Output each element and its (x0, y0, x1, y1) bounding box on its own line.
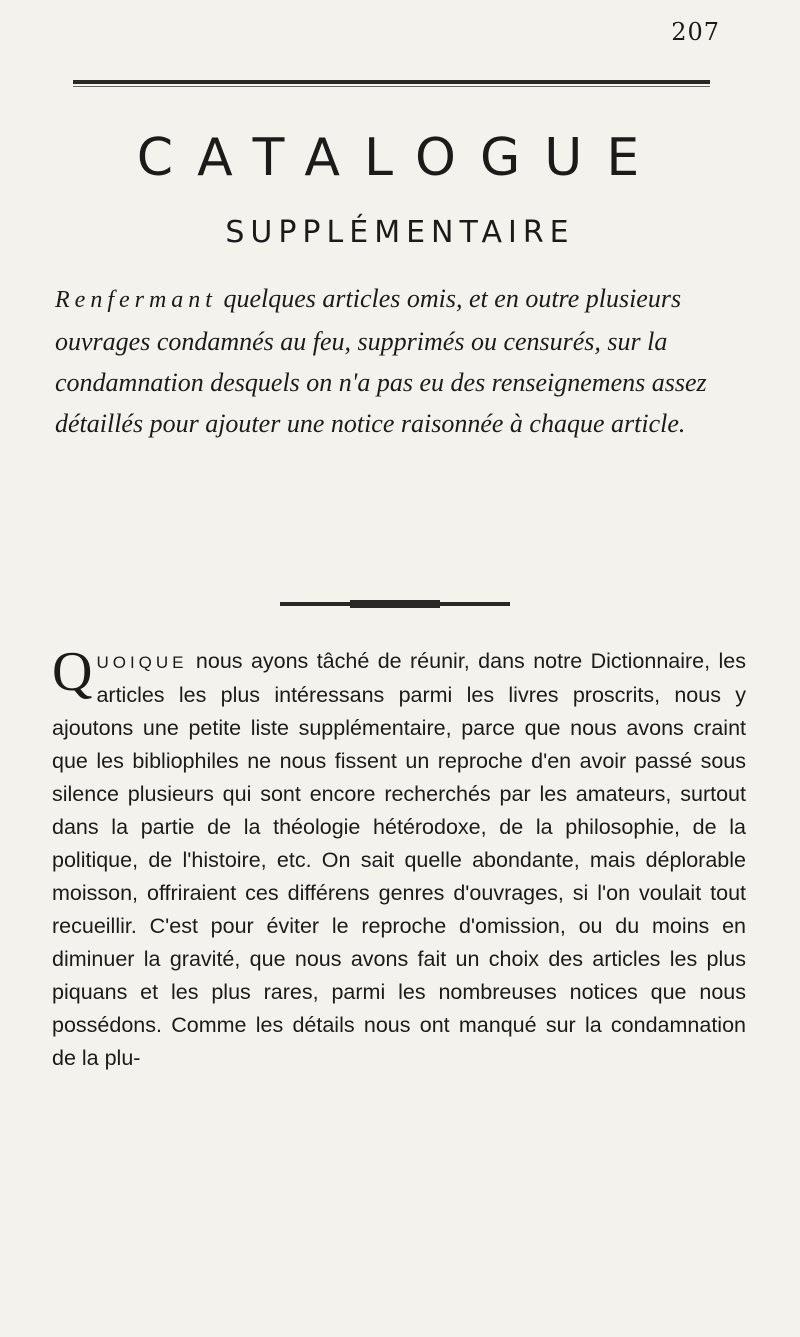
body-text: nous ayons tâché de réunir, dans notre Dictionnaire, les articles les plus intéressans parmi les livres proscrits, nous y ajoutons une petite liste supplémentaire, parce que nous avons craint que les bibliophiles ne nous fissent un reproche d'en avoir passé sous silence plusieurs qui sont encore recherchés par les amateurs, surtout dans la partie de la théologie hétérodoxe, de la philosophie, de la politique, de l'histoire, etc. On sait quelle abondante, mais déplorable moisson, offriraient ces différens genres d'ouvrages, si l'on voulait tout recueillir. C'est pour éviter le reproche d'omission, ou du moins en diminuer la gravité, que nous avons fait un choix des articles les plus piquans et les plus rares, parmi les nombreuses notices que nous possédons. Comme les détails nous ont manqué sur la condamnation de la plu- (52, 649, 746, 1070)
body-paragraph (52, 641, 746, 1075)
intro-text: quelques articles omis, et en outre plusieurs ouvrages condamnés au feu, supprimés ou censurés, sur la condamnation desquels on n'a pas eu des renseignemens assez détaillés pour ajouter une notice raisonnée à chaque article. (55, 284, 707, 438)
section-divider (280, 602, 510, 606)
page-number: 207 (671, 18, 720, 46)
header-rule-thin (73, 86, 710, 87)
opening-smallcaps: UOIQUE (96, 653, 188, 672)
intro-paragraph (55, 278, 745, 444)
drop-cap: Q (52, 641, 93, 703)
catalogue-title: CATALOGUE (136, 128, 664, 188)
catalogue-subtitle: SUPPLÉMENTAIRE (225, 215, 575, 250)
intro-lead-word: Renfermant (55, 287, 217, 313)
header-rule (73, 80, 710, 84)
